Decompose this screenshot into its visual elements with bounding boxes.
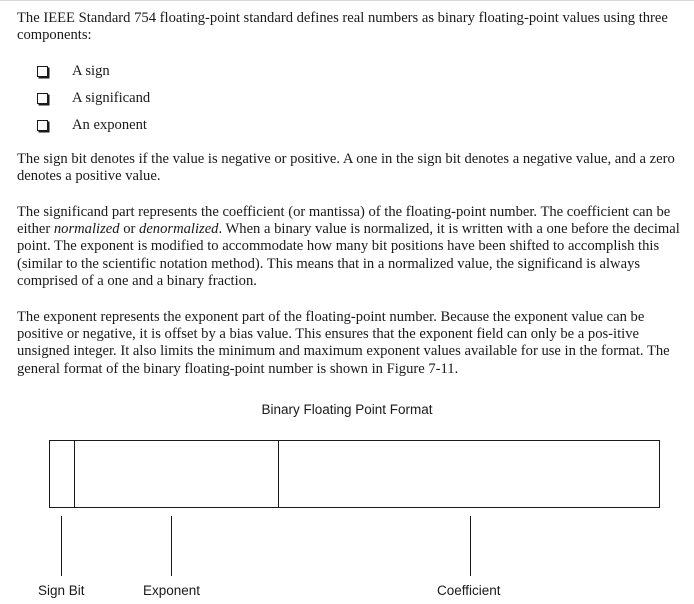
sign-paragraph: The sign bit denotes if the value is negative or positive. A one in the sign bit denotes a negative value, and a zero denotes a positive value. [17,151,675,185]
significand-text: The significand part represents the coefficient (or mantissa) of the floating-point number. The coefficient can be either [17,204,671,238]
exponent-paragraph: The exponent represents the exponent part of the floating-point number. Because the exponent value can be positive or negative, it is offset by a bias value. This ensures that the exponent field can only be a pos-itive unsigned integer. It also limits the minimum and maximum exponent values available for use in the format. The general format of the binary floating-point number is shown in Figure 7-11. [17,309,670,377]
coefficient-label: Coefficient [437,583,501,598]
term-normalized: normalized [53,221,120,238]
sign-bit-label: Sign Bit [38,583,85,598]
list-item-label: A sign [72,63,110,79]
intro-paragraph: The IEEE Standard 754 floating-point standard defines real numbers as binary floating-point values using three components: [17,10,668,44]
exponent-label: Exponent [143,583,201,598]
significand-text: or [119,221,140,238]
figure-title: Binary Floating Point Format [261,402,433,417]
list-item-label: A significand [72,90,151,106]
term-denormalized: denormalized [139,221,219,238]
list-item-label: An exponent [72,117,147,133]
significand-text: . When a binary value is normalized, it is written with a one before the decimal point. The exponent is modified to accommodate how many bit positions have been shifted to accomplish this (similar to the scientific notation method). This means that in a normalized value, the significand is always comprised of a one and a binary fraction. [17,221,680,289]
format-box [50,441,660,508]
